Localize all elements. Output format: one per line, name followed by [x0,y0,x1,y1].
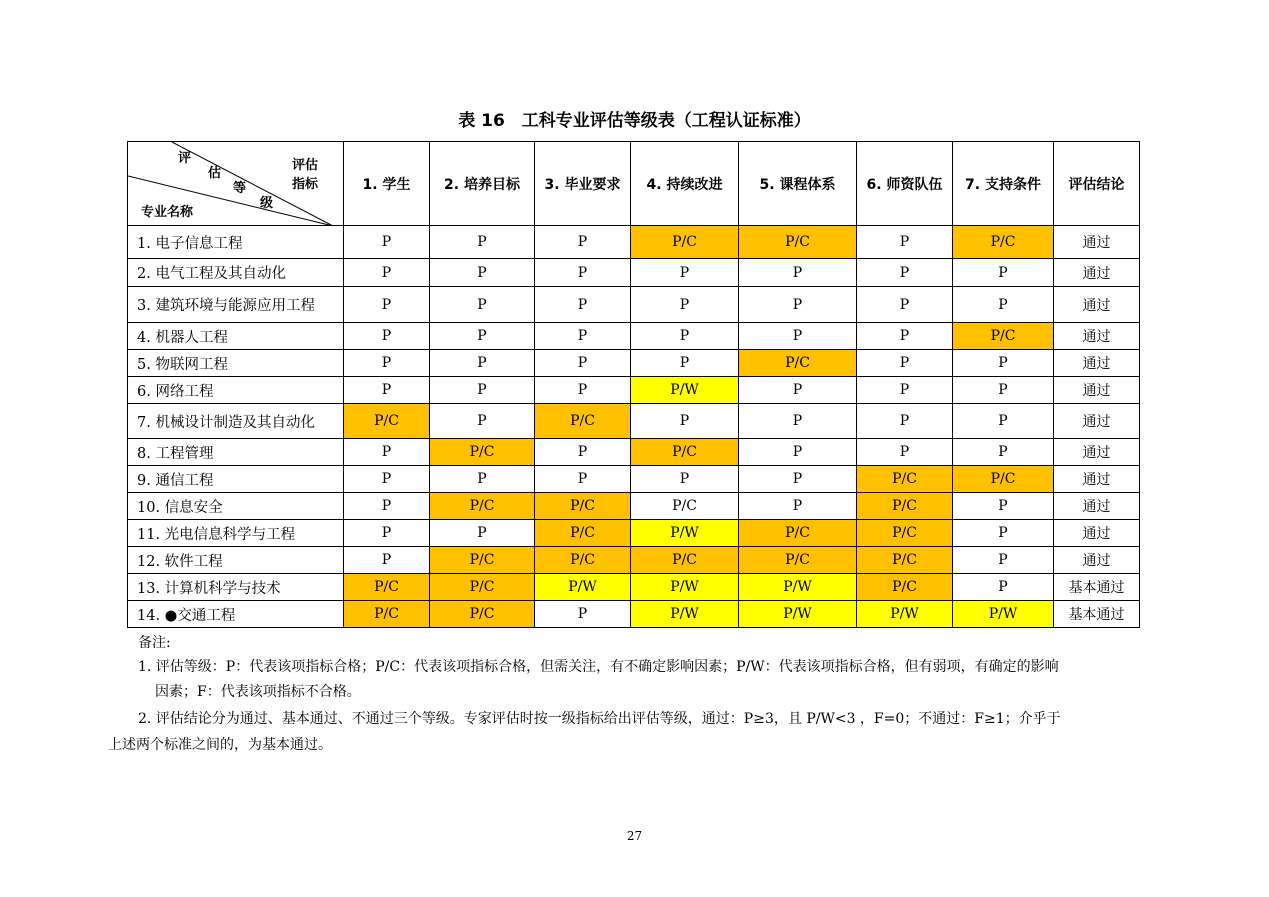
grade-cell: P [430,323,535,350]
grade-cell: P/C [739,547,857,574]
corner-indicator-line1: 评估 [292,158,319,173]
grade-cell: P [953,439,1054,466]
table-row [128,377,1140,404]
table-row [128,520,1140,547]
grade-cell: P/C [344,601,430,628]
major-name-cell: 10. 信息安全 [128,493,344,520]
grade-cell: P/W [953,601,1054,628]
grade-cell: P [535,466,631,493]
table-row [128,439,1140,466]
grade-cell: P/W [739,574,857,601]
grade-cell: P [344,520,430,547]
grade-cell: P [739,404,857,439]
grade-cell: P [857,226,953,259]
grade-cell: P [631,259,739,287]
table-row [128,350,1140,377]
corner-indicator-line2: 指标 [292,177,319,192]
result-cell: 通过 [1054,287,1140,323]
grade-cell: P [857,404,953,439]
grade-cell: P [857,439,953,466]
grade-cell: P [344,547,430,574]
table-row [128,404,1140,439]
grade-cell: P [953,520,1054,547]
major-name-cell: 12. 软件工程 [128,547,344,574]
result-cell: 通过 [1054,466,1140,493]
grade-cell: P [535,287,631,323]
grade-cell: P [535,350,631,377]
table-row [128,601,1140,628]
major-name-cell: 13. 计算机科学与技术 [128,574,344,601]
major-name-cell: 7. 机械设计制造及其自动化 [128,404,344,439]
column-header: 5. 课程体系 [739,142,857,226]
grade-cell: P [953,493,1054,520]
grade-cell: P [857,377,953,404]
grade-cell: P [430,404,535,439]
grade-cell: P [344,287,430,323]
grade-cell: P/C [430,601,535,628]
column-header: 3. 毕业要求 [535,142,631,226]
table-title: 表 16 工科专业评估等级表（工程认证标准） [458,111,811,131]
grade-cell: P [430,520,535,547]
result-cell: 通过 [1054,439,1140,466]
grade-cell: P/W [857,601,953,628]
grade-cell: P/C [739,350,857,377]
grade-cell: P [344,259,430,287]
grade-cell: P [857,259,953,287]
table-row [128,574,1140,601]
column-header: 1. 学生 [344,142,430,226]
grade-cell: P/W [631,377,739,404]
grade-cell: P [535,439,631,466]
result-cell: 通过 [1054,404,1140,439]
grade-cell: P [953,404,1054,439]
table-row [128,466,1140,493]
grade-cell: P [739,439,857,466]
result-cell: 通过 [1054,377,1140,404]
grade-cell: P/C [344,404,430,439]
grade-cell: P/C [535,520,631,547]
grade-cell: P [430,287,535,323]
grade-cell: P/C [953,323,1054,350]
grade-cell: P/W [535,574,631,601]
column-header: 7. 支持条件 [953,142,1054,226]
grade-cell: P/C [739,226,857,259]
major-name-cell: 1. 电子信息工程 [128,226,344,259]
grade-cell: P/W [631,574,739,601]
table-row [128,287,1140,323]
grade-cell: P [953,287,1054,323]
table-row [128,493,1140,520]
grade-cell: P [953,350,1054,377]
grade-cell: P [857,350,953,377]
grade-cell: P/C [739,520,857,547]
grade-cell: P/C [857,547,953,574]
grade-cell: P [739,259,857,287]
result-cell: 基本通过 [1054,601,1140,628]
grade-cell: P/C [430,439,535,466]
grade-cell: P [344,323,430,350]
grade-cell: P/C [631,493,739,520]
grade-cell: P/C [430,574,535,601]
grade-cell: P/C [857,574,953,601]
result-cell: 通过 [1054,547,1140,574]
major-name-cell: 3. 建筑环境与能源应用工程 [128,287,344,323]
table-row [128,259,1140,287]
grade-cell: P [739,493,857,520]
grade-cell: P [535,377,631,404]
column-header: 6. 师资队伍 [857,142,953,226]
grade-cell: P [631,287,739,323]
notes-heading: 备注: [138,635,171,651]
grade-cell: P [953,259,1054,287]
note-1-line-1: 1. 评估等级：P：代表该项指标合格；P/C：代表该项指标合格，但需关注，有不确定影响因素；P/W：代表该项指标合格，但有弱项，有确定的影响 [138,659,1059,675]
corner-ping: 评 [178,151,192,166]
grade-cell: P [344,226,430,259]
table-row [128,547,1140,574]
table-row [128,226,1140,259]
corner-major-label: 专业名称 [141,205,194,220]
table-row [128,323,1140,350]
grade-cell: P [430,226,535,259]
result-cell: 通过 [1054,493,1140,520]
column-header: 评估结论 [1054,142,1140,226]
corner-ji: 级 [260,196,274,211]
grade-cell: P [739,466,857,493]
grade-cell: P [857,323,953,350]
grade-cell: P [535,323,631,350]
grade-cell: P [631,466,739,493]
column-header: 2. 培养目标 [430,142,535,226]
result-cell: 通过 [1054,226,1140,259]
grade-cell: P [739,323,857,350]
column-header: 4. 持续改进 [631,142,739,226]
grade-cell: P [344,350,430,377]
grade-cell: P/C [631,439,739,466]
grade-cell: P [430,377,535,404]
note-1-line-2: 因素；F：代表该项指标不合格。 [155,684,361,700]
grade-cell: P [344,493,430,520]
major-name-cell: 9. 通信工程 [128,466,344,493]
grade-cell: P [344,439,430,466]
major-name-cell: 2. 电气工程及其自动化 [128,259,344,287]
grade-cell: P/C [535,404,631,439]
grade-cell: P/W [631,601,739,628]
grade-cell: P/C [344,574,430,601]
result-cell: 基本通过 [1054,574,1140,601]
grade-cell: P [344,466,430,493]
major-name-cell: 4. 机器人工程 [128,323,344,350]
grade-cell: P [344,377,430,404]
evaluation-table [127,141,1140,628]
header-row [128,142,1140,226]
grade-cell: P [739,287,857,323]
grade-cell: P [631,404,739,439]
result-cell: 通过 [1054,520,1140,547]
grade-cell: P/C [953,466,1054,493]
grade-cell: P [430,259,535,287]
major-name-cell: 6. 网络工程 [128,377,344,404]
grade-cell: P/C [857,466,953,493]
grade-cell: P [953,547,1054,574]
grade-cell: P/C [857,520,953,547]
grade-cell: P [430,466,535,493]
result-cell: 通过 [1054,323,1140,350]
grade-cell: P/W [739,601,857,628]
note-2-line-1: 2. 评估结论分为通过、基本通过、不通过三个等级。专家评估时按一级指标给出评估等级，通过：P≥3，且 P/W<3 ，F=0；不通过：F≥1；介乎于 [138,711,1061,727]
grade-cell: P [953,574,1054,601]
grade-cell: P [535,601,631,628]
grade-cell: P/C [631,226,739,259]
grade-cell: P/C [953,226,1054,259]
major-name-cell: 5. 物联网工程 [128,350,344,377]
corner-deng: 等 [233,181,247,196]
grade-cell: P [535,226,631,259]
grade-cell: P/C [430,493,535,520]
grade-cell: P [631,323,739,350]
page-number: 27 [626,829,643,843]
grade-cell: P/C [631,547,739,574]
major-name-cell: 14. ●交通工程 [128,601,344,628]
corner-gu: 估 [208,166,222,181]
note-2-line-2: 上述两个标准之间的，为基本通过。 [108,737,332,753]
grade-cell: P [739,377,857,404]
grade-cell: P/C [535,493,631,520]
grade-cell: P/C [535,547,631,574]
major-name-cell: 8. 工程管理 [128,439,344,466]
result-cell: 通过 [1054,259,1140,287]
major-name-cell: 11. 光电信息科学与工程 [128,520,344,547]
grade-cell: P/C [430,547,535,574]
grade-cell: P [430,350,535,377]
grade-cell: P [631,350,739,377]
grade-cell: P [953,377,1054,404]
grade-cell: P [535,259,631,287]
grade-cell: P/W [631,520,739,547]
diagonal-header-cell [128,142,344,226]
result-cell: 通过 [1054,350,1140,377]
grade-cell: P [857,287,953,323]
grade-cell: P/C [857,493,953,520]
